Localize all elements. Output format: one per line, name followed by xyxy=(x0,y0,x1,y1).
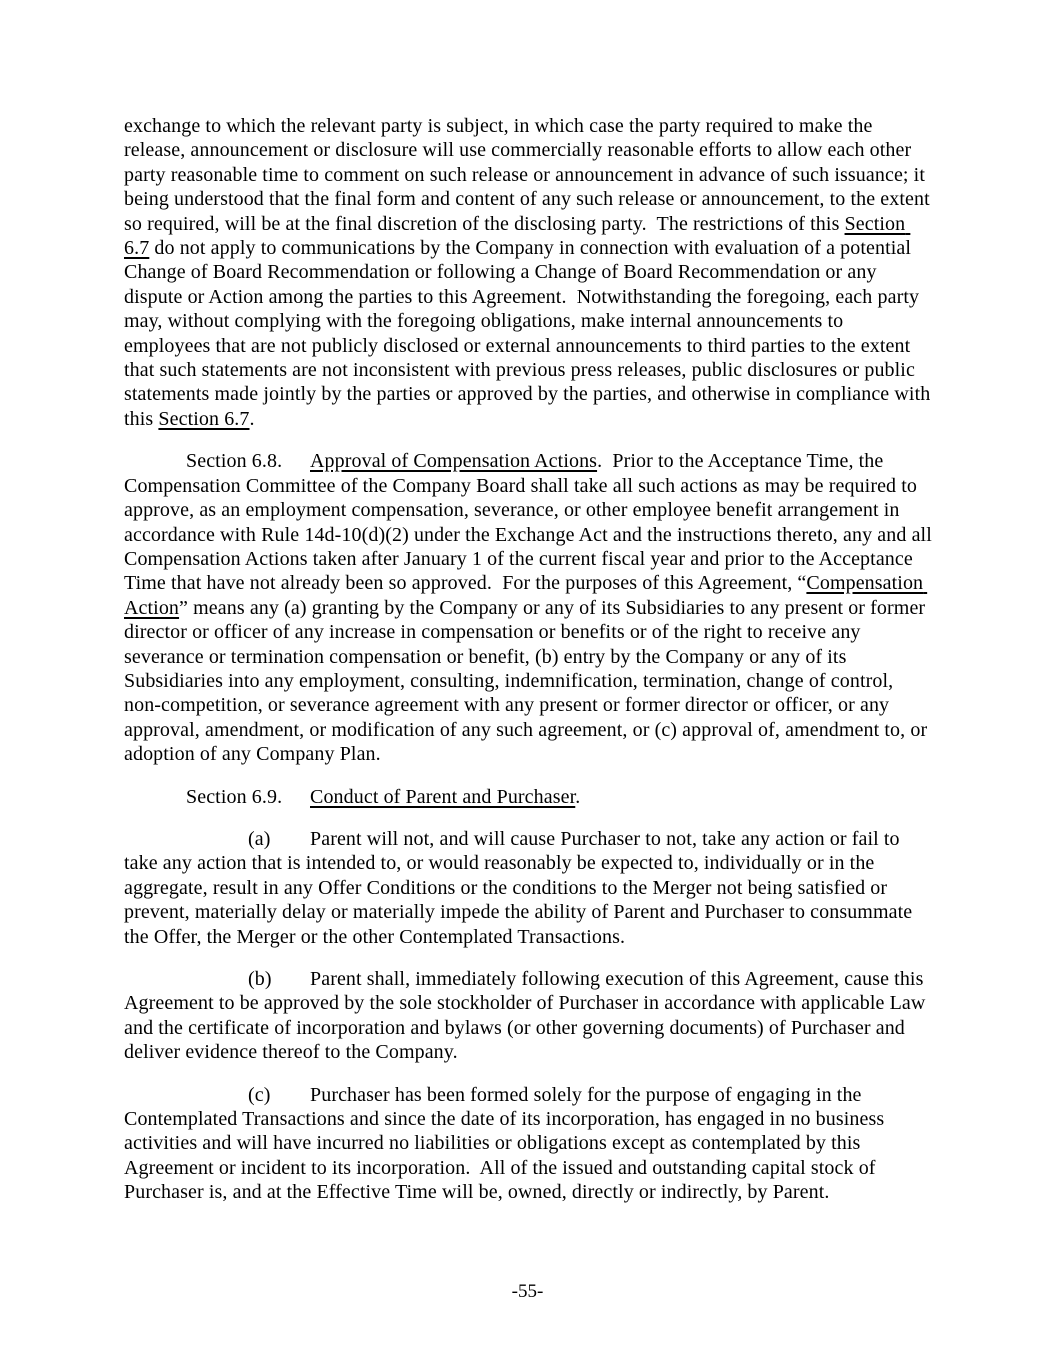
page-number: -55- xyxy=(511,1281,544,1302)
underlined-text: Approval of Compensation Actions xyxy=(310,450,598,473)
paragraph-label: (c) xyxy=(248,1083,271,1106)
paragraph xyxy=(124,827,934,949)
text-run: do not apply to communications by the Company in connection with evaluation of a potential Change of Board Recommendation or following a Change of Board Recommendation or any dispute or Action among the parties to this Agreement. Notwithstanding the foregoing, each party may, without complying with the foregoing obligations, make internal announcements to employees that are not publicly disclosed or external announcements to third parties to the extent that such statements are not inconsistent with previous press releases, public disclosures or public statements made jointly by the parties or approved by the parties, and otherwise in compliance with this xyxy=(124,237,936,430)
underlined-text: Conduct of Parent and Purchaser xyxy=(310,785,576,808)
text-run: . xyxy=(575,785,581,808)
paragraph-label: Section 6.8. xyxy=(186,450,283,473)
underlined-text: Section 6.7 xyxy=(158,407,250,430)
paragraph-label: (b) xyxy=(248,968,272,990)
underlined-text: Section 6.7 xyxy=(124,212,911,260)
paragraph xyxy=(124,1083,934,1205)
text-run: Parent will not, and will cause Purchaser to not, take any action or fail to take any action that is intended to, or would reasonably be expected to, individually or in the aggregate, result in any Offer Conditions or the conditions to the Merger not being satisfied or prevent, materially delay or materially impede the ability of Parent and Purchaser to consummate the Offer, the Merger or the other Contemplated Transactions. xyxy=(124,827,918,948)
underlined-text: Compensation Action xyxy=(124,572,928,619)
paragraph-label: Section 6.9. xyxy=(186,785,283,808)
section-heading-paragraph xyxy=(124,449,937,766)
paragraph xyxy=(124,114,934,431)
paragraph xyxy=(124,967,934,1065)
text-run: Purchaser has been formed solely for the purpose of engaging in the Contemplated Transactions and since the date of its incorporation, has engaged in no business activities and will have incurred no liabilities or obligations except as contemplated by this Agreement or incident to its incorporation. All of the issued and outstanding capital stock of Purchaser is, and at the Effective Time will be, owned, directly or indirectly, by Parent. xyxy=(124,1083,890,1204)
paragraph-label: (a) xyxy=(248,827,271,850)
page-body xyxy=(124,114,937,1223)
text-run: ” means any (a) granting by the Company or any of its Subsidiaries to any present or former director or officer of any increase in compensation or benefits or of the right to receive any severance or termination compensation or benefit, (b) entry by the Company or any of its Subsidiaries into any employment, consulting, indemnification, termination, change of control, non-competition, or severance agreement with any present or former director or officer, or any approval, amendment, or modification of any such agreement, or (c) approval of, amendment to, or adoption of any Company Plan. xyxy=(124,596,933,766)
section-heading-paragraph xyxy=(124,785,934,809)
text-run: . Prior to the Acceptance Time, the Compensation Committee of the Company Board shall take all such actions as may be required to approve, as an employment compensation, severance, or other employee benefit arrangement in accordance with Rule 14d-10(d)(2) under the Exchange Act and the instructions thereto, any and all Compensation Actions taken after January 1 of the current fiscal year and prior to the Acceptance Time that have not already been so approved. For the purposes of this Agreement, “ xyxy=(124,450,937,595)
text-run: exchange to which the relevant party is subject, in which case the party required to make the release, announcement or disclosure will use commercially reasonable efforts to allow each other party reasonable time to comment on such release or announcement in advance of such issuance; it being understood that the final form and content of any such release or announcement, to the extent so required, will be at the final discretion of the disclosing party. The restrictions of this xyxy=(124,115,935,235)
text-run: Parent shall, immediately following execution of this Agreement, cause this Agreement to be approved by the sole stockholder of Purchaser in accordance with applicable Law and the certificate of incorporation and bylaws (or other governing documents) of Purchaser and deliver evidence thereof to the Company. xyxy=(124,968,931,1064)
text-run: . xyxy=(249,407,255,430)
